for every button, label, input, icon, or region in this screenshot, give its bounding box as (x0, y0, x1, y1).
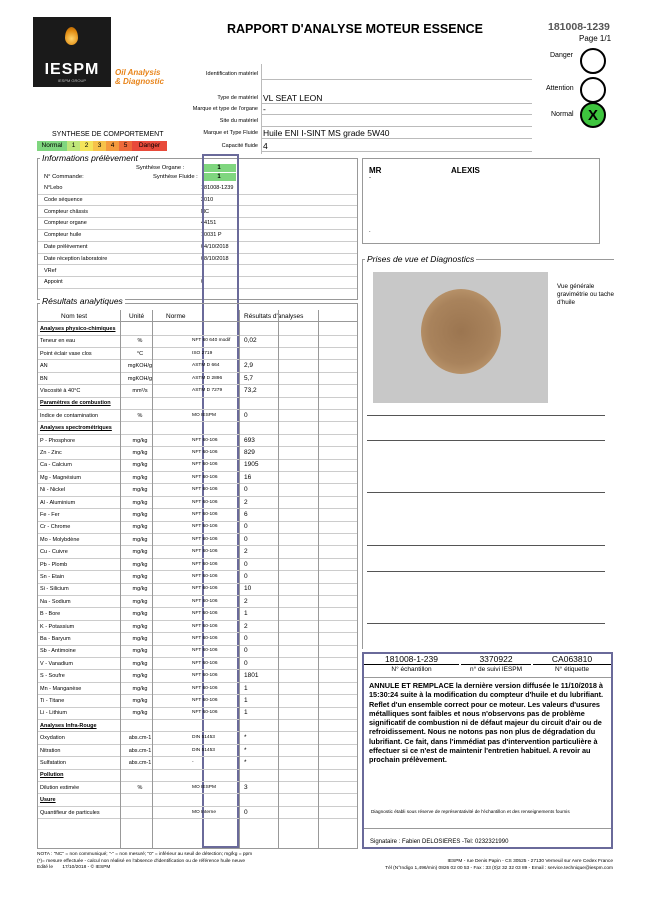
table-row (38, 782, 357, 795)
table-row (38, 360, 357, 373)
result-norm: NFT 60-106 (192, 499, 218, 505)
result-name: Ni - Nickel (40, 487, 66, 494)
label-number: CA063810 (533, 654, 611, 665)
result-value: 2 (244, 498, 248, 506)
result-norm: MO IESPM (192, 784, 216, 790)
customer-line2: - (369, 175, 371, 181)
result-value: 0 (244, 523, 248, 531)
result-name: Si - Silicium (40, 586, 69, 593)
table-row (38, 348, 357, 361)
result-unit: mg/kg (132, 673, 148, 680)
identification-divider (261, 64, 262, 154)
table-row (38, 633, 357, 646)
result-value: 1 (244, 684, 248, 692)
result-name: P - Phosphore (40, 437, 76, 444)
result-name: Mo - Molybdène (40, 536, 80, 543)
footnotes (37, 852, 327, 872)
result-unit: mgKOH/g (127, 363, 153, 370)
result-norm: NFT 60-106 (192, 636, 218, 641)
result-unit: % (137, 412, 143, 419)
result-value: 0 (244, 486, 248, 494)
result-norm: NFT 60-106 (192, 437, 218, 443)
footnote-2: (*)= mesure effectuée - calcul non réalisé en l'absence d'identification ou de référence huile neuve (37, 858, 246, 864)
danger-light-icon (580, 48, 606, 74)
result-norm: ASTM D 7279 (192, 388, 223, 393)
scale-cell: Normal (37, 141, 67, 151)
address-line-2: Tél (N°Indigo 1,496/min) 0826 02 00 53 - Fax : 33 (0)2 32 32 03 89 - Email : service.technique@iespm.com (385, 865, 613, 871)
signature-divider (364, 828, 611, 829)
result-norm: NFT 60-106 (192, 536, 218, 542)
result-value: 1 (244, 697, 248, 704)
table-row (38, 373, 357, 386)
synthese-fluide-label: Synthèse Fluide : (153, 174, 198, 180)
result-name: V - Vanadium (40, 660, 73, 667)
result-unit: mg/kg (132, 698, 148, 704)
photo-caption: Vue générale gravimétrie ou tache d'huile (557, 283, 615, 306)
table-row (38, 757, 357, 770)
identification-line (262, 138, 532, 139)
info-row-value: 0 (201, 279, 205, 286)
result-name: Usure (40, 797, 56, 804)
table-row (38, 546, 357, 559)
result-value: 0 (244, 635, 248, 642)
info-row-label: Date réception laboratoire (44, 255, 108, 262)
scale-cell: 1 (67, 141, 80, 151)
customer-box (362, 158, 600, 244)
result-name: Pollution (40, 772, 64, 779)
result-name: AN (40, 363, 48, 370)
result-unit: mg/kg (132, 549, 148, 556)
normal-light-icon: X (580, 102, 606, 128)
result-norm: NFT 60-106 (192, 660, 218, 666)
footnote-1: NOTA : "NC" = non communiqué; "-" = non mesuré; "0" = inférieur au seuil de détection; mg/kg = ppm (37, 852, 253, 857)
result-unit: mg/kg (132, 648, 148, 655)
result-norm: NFT 60-106 (192, 524, 218, 530)
result-unit: mg/kg (132, 462, 148, 469)
identification-label: Identification matériel (206, 71, 258, 77)
label-number-label: N° étiquette (554, 666, 590, 673)
tracking-number: 3370922 (461, 654, 531, 665)
col-unite: Unité (129, 313, 145, 320)
result-name: Sb - Antimoine (40, 648, 76, 655)
result-value: 73,2 (244, 387, 257, 394)
result-unit: mgKOH/g (127, 375, 153, 382)
table-row (38, 695, 357, 708)
table-row (38, 335, 357, 348)
result-norm: NFT 60-106 (192, 673, 218, 679)
table-row (38, 571, 357, 584)
oil-stain-icon (421, 289, 501, 374)
result-value: 829 (244, 449, 255, 456)
results-section-header (38, 720, 357, 733)
info-row-value: 10031 P (201, 232, 222, 239)
result-name: Al - Aluminium (40, 499, 76, 506)
identification-line (262, 114, 532, 115)
result-value: 16 (244, 473, 252, 481)
result-unit: mg/kg (132, 623, 148, 630)
result-unit: abs.cm-1 (128, 735, 152, 742)
result-value: * (244, 746, 247, 754)
result-value: 2,9 (244, 362, 254, 370)
grid-line (152, 310, 153, 848)
result-unit: mg/kg (132, 685, 148, 692)
info-row (38, 254, 357, 266)
result-name: Analyses Infra-Rouge (40, 722, 97, 729)
info-row-label: Appoint (44, 279, 63, 286)
result-name: Na - Sodium (40, 598, 71, 605)
table-row (38, 707, 357, 720)
result-norm: DIN 51453 (192, 735, 215, 741)
table-row (38, 621, 357, 634)
result-unit: mg/kg (132, 710, 148, 717)
table-row (38, 670, 357, 683)
info-row-value: 04/10/2018 (201, 244, 229, 250)
result-name: Li - Lithium (40, 710, 67, 717)
scale-cell: 4 (106, 141, 119, 151)
info-row-label: VRef (44, 267, 57, 274)
result-name: Cu - Cuivre (40, 549, 68, 556)
result-value: 6 (244, 511, 248, 518)
result-value: 693 (244, 436, 255, 444)
diag-line (367, 440, 605, 441)
result-norm: NFT 60-106 (192, 450, 218, 455)
result-value: 0 (244, 647, 248, 655)
result-value: 0,02 (244, 337, 257, 345)
result-unit: °C (136, 350, 144, 357)
table-row (38, 435, 357, 448)
result-unit: abs.cm-1 (128, 760, 152, 766)
customer-line3: . (369, 228, 371, 234)
result-value: * (244, 759, 247, 766)
photo-section-title: Prises de vue et Diagnostics (367, 254, 475, 264)
result-value: 1801 (244, 672, 259, 680)
result-name: Cr - Chrome (40, 524, 71, 531)
scale-cell: 5 (119, 141, 132, 151)
diag-line (367, 571, 605, 572)
result-value: 0 (244, 659, 248, 667)
diag-line (367, 545, 605, 546)
result-norm: NFT 60-106 (192, 623, 218, 629)
result-value: 3 (244, 783, 248, 791)
results-title: Résultats analytiques (42, 296, 123, 306)
signature: Signataire : Fabien DELOSIERES -Tel: 0232321990 (370, 839, 509, 845)
result-name: Mg - Magnésium (40, 474, 81, 481)
result-name: Ca - Calcium (40, 462, 72, 469)
info-row-value: 08/10/2018 (201, 255, 229, 262)
diag-line (367, 415, 605, 416)
col-resultats: Résultats d'analyses (244, 313, 304, 320)
result-name: B - Bore (40, 611, 61, 618)
identification-value: Huile ENI I-SINT MS grade 5W40 (263, 128, 390, 138)
iespm-logo (33, 17, 111, 87)
oil-drop-icon (65, 27, 78, 45)
identification-line (262, 79, 532, 80)
result-name: Sulfatation (40, 760, 66, 766)
scale-cell: 2 (80, 141, 93, 151)
diagnostic-disclaimer: Diagnostic établi sous réserve de représentativité de l'échantillon et des renseignements fournis (371, 809, 570, 814)
result-unit: mg/kg (132, 499, 148, 506)
grid-line (239, 310, 240, 848)
result-norm: ISO 2719 (192, 350, 213, 356)
identification-value: 4 (263, 141, 268, 151)
result-value: 0 (244, 560, 248, 568)
synthese-scale (37, 141, 167, 151)
result-name: Paramètres de combustion (40, 400, 111, 407)
results-section-header (38, 397, 357, 410)
info-row (38, 207, 357, 219)
result-norm: NFT 60-106 (192, 598, 218, 604)
identification-line (262, 103, 532, 104)
edited-value: 17/10/2018 - © IESPM (62, 865, 111, 870)
result-norm: NFT 60-106 (192, 586, 218, 592)
result-unit: mm²/s (132, 388, 148, 394)
edited-label: Edité le (37, 865, 53, 870)
logo-text: IESPM (44, 61, 100, 78)
diag-line (367, 492, 605, 493)
result-name: Dilution estimée (40, 784, 80, 791)
info-row-label: Compteur châssis (44, 208, 89, 215)
diagnostic-text: ANNULE ET REMPLACE la dernière version diffusée le 11/10/2018 à 15:30:24 suite à la modification du compteur d'huile et du lubrifiant. Reflet d'un ensemble correct pour ce moteur. Les valeurs d'usures métalliques sont faibles et nous n'observons pas de problème significatif de combustion ni de défaut majeur du circuit d'air ou de refroidissement. Nous ne notons pas non plus de dégradation du lubrifiant. Ce fait, dans l'immédiat pas d'intervention particulière à effectuer si ce n'est de maintenir l'entretien habituel. A revoir au prochain prélèvement. (369, 681, 604, 765)
table-row (38, 645, 357, 658)
result-value: 1905 (244, 461, 259, 469)
result-unit: mg/kg (132, 660, 148, 667)
result-norm: NFT 60-106 (192, 611, 218, 617)
result-unit: mg/kg (132, 598, 148, 605)
info-row (38, 195, 357, 207)
diag-divider (364, 677, 611, 678)
grid-line (120, 310, 121, 848)
result-norm: NFT 60-106 (192, 710, 218, 716)
result-unit: mg/kg (132, 636, 148, 642)
table-row (38, 534, 357, 547)
address-line-1: IESPM - rue Denis Papin - CS 30525 - 27130 Verneuil sur Avre Cedex France (447, 859, 613, 864)
result-value: 0 (244, 411, 248, 419)
result-name: Mn - Manganèse (40, 685, 82, 692)
result-unit: mg/kg (132, 574, 148, 580)
table-row (38, 385, 357, 398)
result-name: Oxydation (40, 735, 65, 742)
result-value: 0 (244, 535, 248, 543)
result-unit: mg/kg (132, 611, 148, 618)
page-number: Page 1/1 (579, 34, 612, 43)
result-value: 10 (244, 585, 252, 593)
result-unit: mg/kg (132, 474, 148, 481)
result-name: Analyses spectrométriques (40, 425, 112, 432)
identification-line (262, 151, 532, 152)
danger-label: Danger (550, 52, 573, 59)
report-title: RAPPORT D'ANALYSE MOTEUR ESSENCE (226, 22, 484, 36)
info-row-value: NC (201, 208, 209, 215)
commande-label: N° Commande: (44, 174, 84, 180)
table-row (38, 658, 357, 671)
footer-address (335, 859, 613, 872)
info-row-label: Compteur huile (44, 232, 82, 239)
info-row-value: 181008-1239 (201, 185, 234, 191)
result-value: 2 (244, 622, 248, 630)
result-unit: mg/kg (132, 586, 148, 593)
identification-line (262, 126, 532, 127)
scale-cell: 3 (93, 141, 106, 151)
info-row-label: Date prélèvement (44, 244, 88, 250)
results-header (38, 311, 357, 322)
results-section-header (38, 422, 357, 435)
info-row-label: Code séquence (44, 196, 83, 203)
result-norm: ASTM D 664 (192, 363, 220, 369)
synthese-title: SYNTHESE DE COMPORTEMENT (52, 131, 164, 138)
table-row (38, 472, 357, 485)
logo-subtext: IESPM GROUP (57, 78, 87, 83)
result-value: 1 (244, 709, 248, 717)
table-row (38, 683, 357, 696)
table-row (38, 608, 357, 621)
customer-side-divider (599, 158, 613, 244)
identification-label: Marque et type de l'organe (192, 106, 258, 112)
result-unit: mg/kg (132, 536, 148, 543)
sample-number-label: N° échantillon (391, 666, 432, 673)
result-norm: - (192, 760, 194, 765)
grid-line (318, 310, 319, 848)
synthese-organe-value: 1 (202, 164, 236, 172)
table-row (38, 745, 357, 758)
result-value: 2 (244, 548, 248, 556)
identification-value: - (263, 104, 266, 114)
attention-label: Attention (546, 85, 574, 92)
info-row-label: N°Lebo (44, 185, 63, 191)
result-norm: NFT 60 640 modif (192, 338, 231, 344)
diag-line (367, 623, 605, 624)
result-unit: % (137, 338, 143, 345)
result-value: 5,7 (244, 374, 254, 382)
sample-number: 181008-1-239 (364, 654, 459, 665)
table-row (38, 459, 357, 472)
attention-light-icon (580, 77, 606, 103)
result-name: Quantifieur de particules (40, 809, 100, 816)
table-row (38, 596, 357, 609)
info-row (38, 230, 357, 242)
info-row (38, 242, 357, 254)
result-norm: NFT 60-106 (192, 549, 218, 555)
oil-stain-photo (373, 272, 548, 403)
result-norm: NFT 60-106 (192, 487, 218, 493)
result-norm: ASTM D 2896 (192, 375, 223, 381)
result-norm: MO IESPM (192, 412, 216, 418)
informations-title: Informations prélèvement (42, 153, 138, 163)
grid-line (278, 310, 279, 848)
result-unit: abs.cm-1 (128, 747, 152, 754)
result-value: 2 (244, 597, 248, 605)
result-unit: mg/kg (132, 450, 148, 456)
table-row (38, 732, 357, 745)
synthese-fluide-value: 1 (202, 173, 236, 181)
identification-label: Capacité fluide (221, 143, 258, 149)
table-row (38, 497, 357, 510)
result-unit: mg/kg (132, 512, 148, 518)
table-row (38, 484, 357, 497)
col-norme: Norme (166, 313, 186, 320)
sample-ids (364, 654, 611, 676)
table-row (38, 521, 357, 534)
result-name: Point éclair vase clos (40, 350, 92, 357)
result-value: 1 (244, 610, 248, 618)
info-row (38, 266, 357, 278)
result-norm: MO Interne (192, 809, 216, 815)
results-section-header (38, 769, 357, 782)
info-row (38, 183, 357, 195)
normal-label: Normal (551, 111, 574, 118)
scale-cell: Danger (132, 141, 167, 151)
result-norm: NFT 60-106 (192, 462, 218, 468)
result-norm: NFT 60-106 (192, 574, 218, 579)
result-norm: NFT 60-106 (192, 512, 218, 517)
report-number: 181008-1239 (548, 21, 610, 33)
synthese-organe-label: Synthèse Organe : (136, 165, 185, 171)
info-row-value: 2010 (201, 196, 214, 203)
info-row-value: 44151 (201, 220, 217, 227)
result-value: 0 (244, 808, 248, 816)
result-name: Analyses physico-chimiques (40, 326, 116, 332)
result-value: * (244, 734, 247, 742)
result-unit: mg/kg (132, 561, 148, 568)
result-name: Viscosité à 40°C (40, 388, 81, 394)
table-row (38, 509, 357, 522)
results-section-header (38, 794, 357, 807)
result-name: Nitration (40, 747, 61, 754)
table-row (38, 410, 357, 423)
table-row (38, 807, 357, 820)
result-unit: mg/kg (132, 524, 148, 531)
result-name: Pb - Plomb (40, 561, 68, 568)
tagline: Oil Analysis & Diagnostic (115, 68, 164, 86)
result-unit: % (137, 784, 143, 791)
result-name: Teneur en eau (40, 338, 76, 345)
result-norm: NFT 60-106 (192, 474, 218, 480)
table-row (38, 559, 357, 572)
result-name: S - Soufre (40, 673, 65, 680)
result-norm: DIN 51453 (192, 747, 215, 753)
result-unit: mg/kg (132, 437, 148, 444)
table-row (38, 583, 357, 596)
result-name: Zn - Zinc (40, 450, 62, 456)
result-name: Fe - Fer (40, 512, 60, 518)
result-name: Ti - Titane (40, 698, 65, 704)
result-name: Ba - Baryum (40, 636, 71, 642)
result-name: Indice de contamination (40, 412, 99, 419)
info-row-label: Compteur organe (44, 220, 87, 227)
customer-title: MR (369, 166, 382, 175)
identification-label: Site du matériel (219, 118, 258, 124)
result-norm: NFT 60-106 (192, 685, 218, 691)
identification-label: Type de matériel (217, 95, 258, 101)
info-row (38, 277, 357, 289)
identification-value: VL SEAT LEON (263, 93, 323, 103)
tracking-number-label: n° de suivi IESPM (469, 666, 523, 673)
table-row (38, 447, 357, 460)
result-name: BN (40, 375, 48, 382)
results-section-header (38, 323, 357, 336)
result-norm: NFT 60-106 (192, 698, 218, 703)
result-norm: NFT 60-106 (192, 648, 218, 654)
info-row (38, 218, 357, 230)
result-unit: mg/kg (132, 487, 148, 494)
result-name: Sn - Etain (40, 574, 65, 580)
col-nom-test: Nom test (61, 313, 88, 320)
result-norm: NFT 60-106 (192, 561, 218, 567)
result-value: 0 (244, 573, 248, 580)
result-name: K - Potassium (40, 623, 75, 630)
identification-label: Marque et Type Fluide (203, 130, 258, 136)
customer-name: ALEXIS (451, 166, 480, 175)
